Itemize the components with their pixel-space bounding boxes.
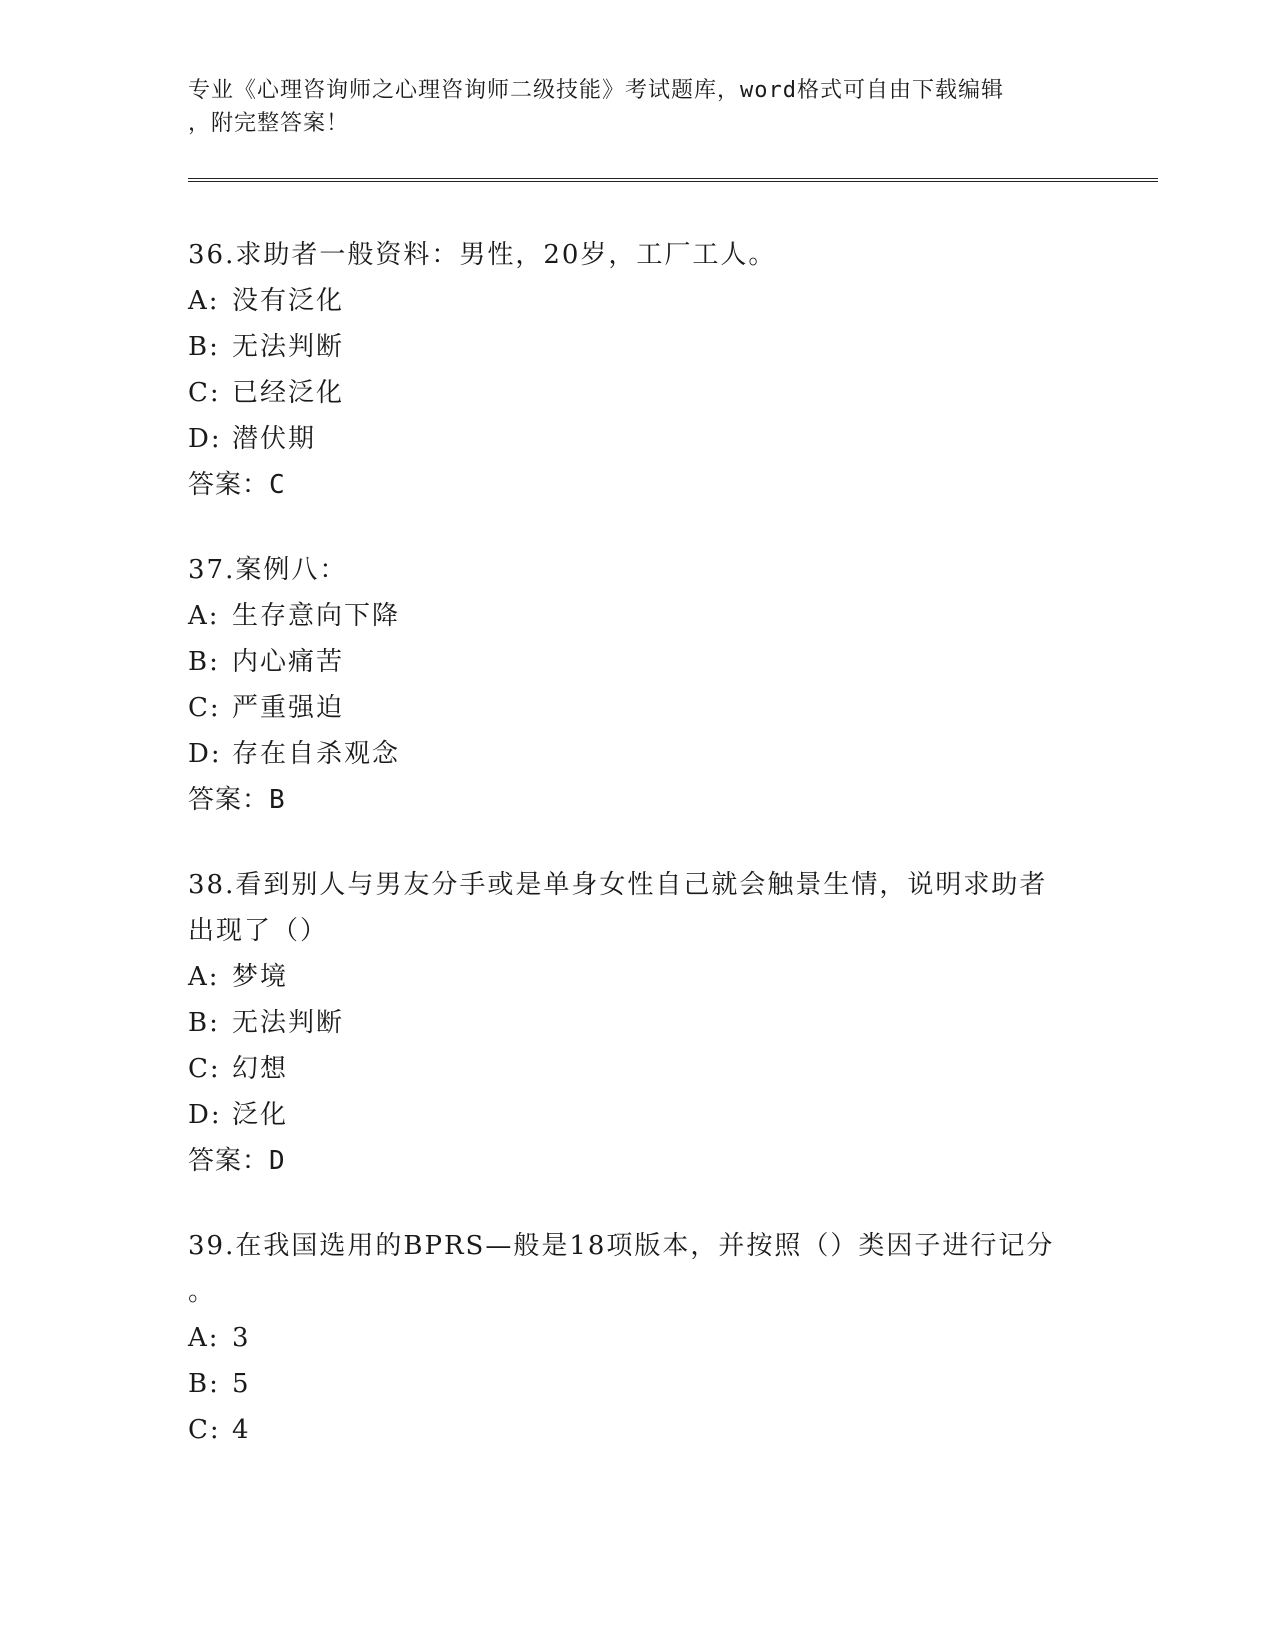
question-39 <box>188 1223 1088 1453</box>
option-c <box>188 1046 1088 1092</box>
option-c <box>188 685 1088 731</box>
option-a <box>188 1315 1088 1361</box>
answer-label: 答案： <box>188 785 270 815</box>
option-text: 幻想 <box>232 1054 289 1084</box>
question-stem: 37.案例八： <box>188 555 348 585</box>
answer-value: D <box>269 1146 286 1176</box>
option-label: D: <box>188 1100 222 1130</box>
option-label: A: <box>188 962 220 992</box>
question-stem-line-1: 39.在我国选用的BPRS—般是18项版本，并按照（）类因子进行记分 <box>188 1231 1055 1261</box>
header-line-1: 专业《心理咨询师之心理咨询师二级技能》考试题库，word格式可自由下载编辑 <box>188 78 1004 103</box>
question-36 <box>188 232 1088 508</box>
option-a <box>188 954 1088 1000</box>
option-text: 3 <box>232 1323 251 1353</box>
option-text: 没有泛化 <box>232 286 345 316</box>
option-text: 泛化 <box>232 1100 289 1130</box>
option-d <box>188 416 1088 462</box>
option-label: C: <box>188 378 221 408</box>
document-header <box>188 74 1068 140</box>
option-a <box>188 593 1088 639</box>
header-line-2: ，附完整答案！ <box>188 111 350 136</box>
question-stem-line-1: 38.看到别人与男友分手或是单身女性自己就会触景生情，说明求助者 <box>188 870 1048 900</box>
answer-value: C <box>269 470 286 500</box>
option-text: 潜伏期 <box>232 424 317 454</box>
option-label: B: <box>188 1369 220 1399</box>
option-label: D: <box>188 424 222 454</box>
option-b <box>188 1361 1088 1407</box>
question-38 <box>188 862 1088 1184</box>
option-d <box>188 731 1088 777</box>
option-text: 严重强迫 <box>232 693 345 723</box>
option-text: 生存意向下降 <box>232 601 401 631</box>
option-label: C: <box>188 1054 221 1084</box>
option-c <box>188 1407 1088 1453</box>
option-c <box>188 370 1088 416</box>
option-text: 存在自杀观念 <box>232 739 401 769</box>
option-label: D: <box>188 739 222 769</box>
option-text: 4 <box>232 1415 251 1445</box>
option-b <box>188 324 1088 370</box>
option-a <box>188 278 1088 324</box>
option-d <box>188 1092 1088 1138</box>
option-label: A: <box>188 286 220 316</box>
option-text: 无法判断 <box>232 1008 345 1038</box>
answer-value: B <box>269 785 286 815</box>
option-text: 无法判断 <box>232 332 345 362</box>
header-divider <box>188 178 1158 182</box>
option-label: A: <box>188 1323 220 1353</box>
option-label: C: <box>188 693 221 723</box>
answer-line <box>188 462 1088 508</box>
question-37 <box>188 547 1088 823</box>
option-label: B: <box>188 332 220 362</box>
option-text: 内心痛苦 <box>232 647 345 677</box>
option-label: C: <box>188 1415 221 1445</box>
option-text: 5 <box>232 1369 251 1399</box>
question-stem-line-2: 出现了（） <box>188 916 329 946</box>
option-text: 梦境 <box>232 962 289 992</box>
option-label: B: <box>188 1008 220 1038</box>
option-b <box>188 639 1088 685</box>
question-stem: 36.求助者一般资料：男性，20岁，工厂工人。 <box>188 240 777 270</box>
option-text: 已经泛化 <box>232 378 345 408</box>
option-label: A: <box>188 601 220 631</box>
answer-label: 答案： <box>188 470 270 500</box>
option-b <box>188 1000 1088 1046</box>
answer-label: 答案： <box>188 1146 270 1176</box>
answer-line <box>188 1138 1088 1184</box>
answer-line <box>188 777 1088 823</box>
option-label: B: <box>188 647 220 677</box>
question-stem-line-2: 。 <box>188 1277 217 1307</box>
